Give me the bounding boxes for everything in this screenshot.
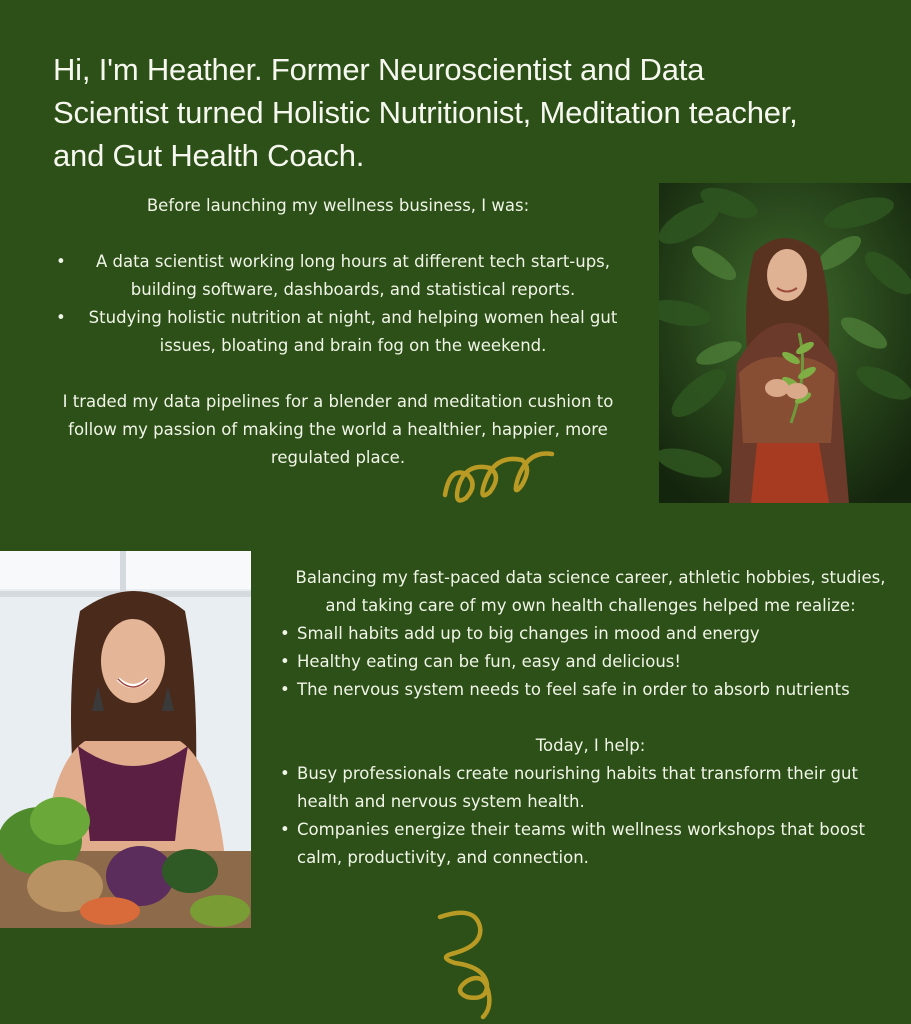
portrait-leaves-image <box>659 183 911 503</box>
portrait-vegetables-image <box>0 551 251 928</box>
list-item: • Companies energize their teams with wellness workshops that boost calm, productivity, and connection. <box>278 816 903 872</box>
portrait-photo-vegetables <box>0 551 251 928</box>
career-closing: I traded my data pipelines for a blender and meditation cushion to follow my passion of making the world a healthier, happier, more regulated place. <box>62 392 614 467</box>
portrait-photo-leaves <box>659 183 911 503</box>
gold-squiggle-decoration <box>425 905 510 1020</box>
list-item: • Healthy eating can be fun, easy and delicious! <box>278 648 903 676</box>
gold-squiggle-decoration <box>440 440 555 510</box>
page-headline: Hi, I'm Heather. Former Neuroscientist and Data Scientist turned Holistic Nutritionist, Meditation teacher, and Gut Health Coach. <box>53 52 798 173</box>
realizations-list <box>278 620 903 704</box>
list-item: • The nervous system needs to feel safe in order to absorb nutrients <box>278 676 903 704</box>
list-item: • Studying holistic nutrition at night, and helping women heal gut issues, bloating and brain fog on the weekend. <box>38 304 638 360</box>
help-list <box>278 760 903 872</box>
career-intro: Before launching my wellness business, I was: <box>146 196 530 215</box>
realizations-intro: Balancing my fast-paced data science career, athletic hobbies, studies, and taking care of my own health challenges helped me realize: <box>295 568 886 615</box>
help-intro: Today, I help: <box>535 736 646 755</box>
list-item: • Small habits add up to big changes in mood and energy <box>278 620 903 648</box>
list-item: • A data scientist working long hours at different tech start-ups, building software, dashboards, and statistical reports. <box>38 248 638 304</box>
realizations-section <box>278 564 903 872</box>
list-item: • Busy professionals create nourishing habits that transform their gut health and nervous system health. <box>278 760 903 816</box>
career-list <box>38 248 638 360</box>
career-history-section <box>38 192 638 472</box>
